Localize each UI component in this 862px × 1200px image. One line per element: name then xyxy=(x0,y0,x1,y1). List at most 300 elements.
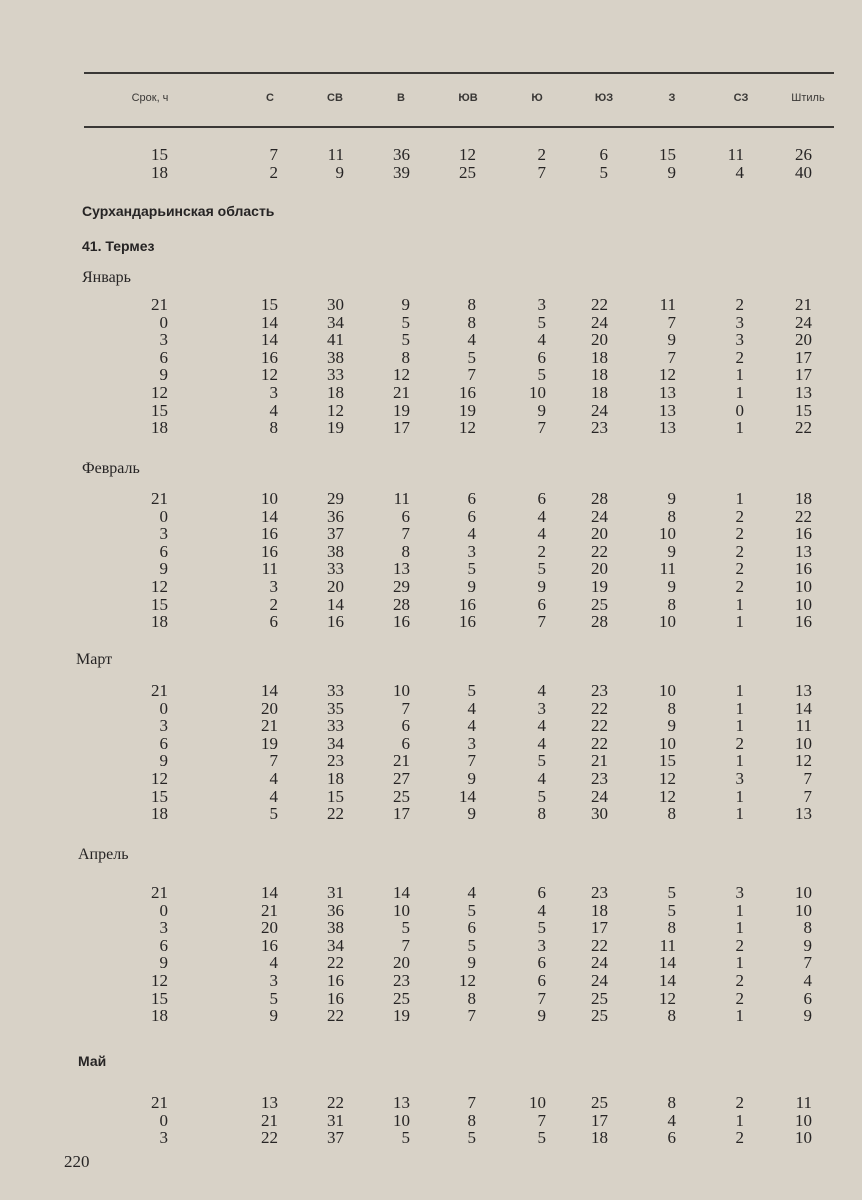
value-cell: 12 xyxy=(327,400,344,420)
value-cell: 22 xyxy=(327,1093,344,1112)
value-cell: 11 xyxy=(795,1093,812,1112)
month-label: Март xyxy=(76,651,113,668)
value-cell: 5 xyxy=(537,312,546,332)
value-cell: 33 xyxy=(327,716,344,736)
value-cell: 24 xyxy=(591,312,608,332)
value-cell: 9 xyxy=(667,716,676,736)
value-cell: 1 xyxy=(735,1110,744,1130)
value-cell: 20 xyxy=(591,559,608,579)
value-cell: 1 xyxy=(735,786,744,806)
value-cell: 20 xyxy=(591,524,608,544)
value-cell: 13 xyxy=(261,1093,278,1112)
value-cell: 8 xyxy=(667,804,676,824)
value-cell: 9 xyxy=(335,162,344,182)
col-header-sw: ЮЗ xyxy=(594,92,614,104)
value-cell: 6 xyxy=(537,594,546,614)
value-cell: 9 xyxy=(467,576,476,596)
value-cell: 41 xyxy=(327,330,344,350)
time-cell: 18 xyxy=(151,612,168,632)
value-cell: 2 xyxy=(537,145,546,164)
value-cell: 2 xyxy=(735,733,744,753)
value-cell: 4 xyxy=(467,716,476,736)
value-cell: 38 xyxy=(327,347,344,367)
value-cell: 23 xyxy=(591,418,608,438)
value-cell: 9 xyxy=(537,1006,546,1026)
value-cell: 5 xyxy=(467,559,476,579)
table-row xyxy=(0,146,862,164)
time-cell: 21 xyxy=(151,295,168,314)
table-row xyxy=(0,752,862,770)
value-cell: 13 xyxy=(795,541,812,561)
value-cell: 7 xyxy=(401,524,410,544)
value-cell: 5 xyxy=(537,365,546,385)
table-row xyxy=(0,384,862,402)
value-cell: 1 xyxy=(735,953,744,973)
table-row xyxy=(0,331,862,349)
value-cell: 13 xyxy=(393,559,410,579)
value-cell: 18 xyxy=(591,1128,608,1148)
value-cell: 7 xyxy=(537,418,546,438)
col-header-w: З xyxy=(668,92,676,104)
time-cell: 6 xyxy=(159,541,168,561)
month-label: Январь xyxy=(82,269,131,286)
value-cell: 16 xyxy=(261,347,278,367)
value-cell: 8 xyxy=(667,594,676,614)
col-header-s: Ю xyxy=(531,92,543,104)
value-cell: 11 xyxy=(261,559,278,579)
value-cell: 4 xyxy=(467,330,476,350)
value-cell: 4 xyxy=(537,506,546,526)
time-cell: 0 xyxy=(159,312,168,332)
value-cell: 3 xyxy=(467,541,476,561)
value-cell: 9 xyxy=(667,330,676,350)
value-cell: 14 xyxy=(393,883,410,902)
table-header xyxy=(0,92,862,112)
time-cell: 21 xyxy=(151,489,168,508)
value-cell: 2 xyxy=(735,988,744,1008)
table-row xyxy=(0,578,862,596)
value-cell: 5 xyxy=(537,786,546,806)
time-cell: 15 xyxy=(151,594,168,614)
value-cell: 7 xyxy=(467,365,476,385)
value-cell: 6 xyxy=(401,506,410,526)
value-cell: 30 xyxy=(327,295,344,314)
value-cell: 6 xyxy=(467,489,476,508)
value-cell: 14 xyxy=(795,698,812,718)
value-cell: 25 xyxy=(393,988,410,1008)
month-table xyxy=(0,884,862,1025)
value-cell: 2 xyxy=(735,970,744,990)
value-cell: 3 xyxy=(735,883,744,902)
value-cell: 5 xyxy=(599,162,608,182)
value-cell: 9 xyxy=(537,400,546,420)
value-cell: 8 xyxy=(667,1093,676,1112)
value-cell: 16 xyxy=(327,612,344,632)
table-row xyxy=(0,682,862,700)
value-cell: 1 xyxy=(735,751,744,771)
table-row xyxy=(0,402,862,420)
value-cell: 10 xyxy=(529,382,546,402)
value-cell: 16 xyxy=(393,612,410,632)
value-cell: 2 xyxy=(735,295,744,314)
value-cell: 16 xyxy=(795,559,812,579)
value-cell: 2 xyxy=(735,559,744,579)
col-header-n: С xyxy=(266,92,274,104)
value-cell: 13 xyxy=(393,1093,410,1112)
value-cell: 7 xyxy=(401,698,410,718)
value-cell: 12 xyxy=(659,786,676,806)
value-cell: 6 xyxy=(537,953,546,973)
station-title: 41. Термез xyxy=(82,238,155,254)
time-cell: 6 xyxy=(159,733,168,753)
table-row xyxy=(0,902,862,920)
col-header-se: ЮВ xyxy=(458,92,478,104)
value-cell: 17 xyxy=(591,1110,608,1130)
value-cell: 1 xyxy=(735,804,744,824)
time-cell: 0 xyxy=(159,698,168,718)
table-row xyxy=(0,1007,862,1025)
value-cell: 5 xyxy=(467,347,476,367)
page-number: 220 xyxy=(64,1152,90,1171)
time-cell: 18 xyxy=(151,418,168,438)
value-cell: 7 xyxy=(803,953,812,973)
value-cell: 14 xyxy=(261,312,278,332)
value-cell: 5 xyxy=(467,900,476,920)
value-cell: 4 xyxy=(537,716,546,736)
value-cell: 17 xyxy=(795,365,812,385)
value-cell: 5 xyxy=(401,330,410,350)
value-cell: 10 xyxy=(659,524,676,544)
value-cell: 33 xyxy=(327,681,344,700)
value-cell: 10 xyxy=(795,576,812,596)
value-cell: 8 xyxy=(667,1006,676,1026)
value-cell: 4 xyxy=(467,883,476,902)
value-cell: 10 xyxy=(261,489,278,508)
table-row xyxy=(0,700,862,718)
value-cell: 23 xyxy=(393,970,410,990)
value-cell: 21 xyxy=(795,295,812,314)
value-cell: 2 xyxy=(735,576,744,596)
value-cell: 3 xyxy=(735,312,744,332)
value-cell: 8 xyxy=(467,295,476,314)
value-cell: 8 xyxy=(667,918,676,938)
table-row xyxy=(0,937,862,955)
value-cell: 10 xyxy=(795,594,812,614)
value-cell: 9 xyxy=(667,162,676,182)
value-cell: 22 xyxy=(591,698,608,718)
time-cell: 0 xyxy=(159,1110,168,1130)
value-cell: 4 xyxy=(269,400,278,420)
value-cell: 38 xyxy=(327,541,344,561)
value-cell: 13 xyxy=(795,681,812,700)
value-cell: 3 xyxy=(735,768,744,788)
value-cell: 39 xyxy=(393,162,410,182)
value-cell: 10 xyxy=(393,681,410,700)
value-cell: 22 xyxy=(327,953,344,973)
table-row xyxy=(0,560,862,578)
value-cell: 25 xyxy=(591,594,608,614)
value-cell: 10 xyxy=(795,883,812,902)
value-cell: 20 xyxy=(591,330,608,350)
value-cell: 4 xyxy=(537,768,546,788)
value-cell: 22 xyxy=(591,541,608,561)
col-header-ne: СВ xyxy=(327,92,343,104)
value-cell: 37 xyxy=(327,524,344,544)
value-cell: 15 xyxy=(795,400,812,420)
value-cell: 12 xyxy=(393,365,410,385)
value-cell: 19 xyxy=(261,733,278,753)
time-cell: 6 xyxy=(159,347,168,367)
value-cell: 7 xyxy=(467,751,476,771)
value-cell: 13 xyxy=(795,804,812,824)
value-cell: 33 xyxy=(327,559,344,579)
value-cell: 3 xyxy=(269,382,278,402)
value-cell: 6 xyxy=(467,506,476,526)
top-rule xyxy=(84,72,834,74)
value-cell: 7 xyxy=(803,786,812,806)
time-cell: 3 xyxy=(159,716,168,736)
value-cell: 7 xyxy=(537,988,546,1008)
table-row xyxy=(0,613,862,631)
value-cell: 18 xyxy=(591,382,608,402)
value-cell: 12 xyxy=(795,751,812,771)
value-cell: 6 xyxy=(537,883,546,902)
time-cell: 12 xyxy=(151,768,168,788)
value-cell: 6 xyxy=(599,145,608,164)
time-cell: 12 xyxy=(151,576,168,596)
value-cell: 24 xyxy=(591,506,608,526)
month-label: Февраль xyxy=(82,460,140,477)
table-row xyxy=(0,1129,862,1147)
value-cell: 2 xyxy=(735,506,744,526)
value-cell: 7 xyxy=(803,768,812,788)
value-cell: 16 xyxy=(459,594,476,614)
value-cell: 10 xyxy=(795,900,812,920)
value-cell: 6 xyxy=(537,970,546,990)
value-cell: 4 xyxy=(537,524,546,544)
value-cell: 10 xyxy=(393,900,410,920)
value-cell: 14 xyxy=(261,330,278,350)
value-cell: 16 xyxy=(327,970,344,990)
value-cell: 5 xyxy=(401,312,410,332)
time-cell: 18 xyxy=(151,804,168,824)
value-cell: 29 xyxy=(393,576,410,596)
value-cell: 18 xyxy=(795,489,812,508)
table-row xyxy=(0,805,862,823)
value-cell: 16 xyxy=(261,935,278,955)
month-table xyxy=(0,1094,862,1147)
value-cell: 9 xyxy=(467,768,476,788)
value-cell: 33 xyxy=(327,365,344,385)
value-cell: 25 xyxy=(591,1093,608,1112)
month-label: Май xyxy=(78,1053,107,1069)
value-cell: 36 xyxy=(327,900,344,920)
value-cell: 1 xyxy=(735,698,744,718)
value-cell: 11 xyxy=(327,145,344,164)
value-cell: 37 xyxy=(327,1128,344,1148)
value-cell: 24 xyxy=(591,786,608,806)
value-cell: 35 xyxy=(327,698,344,718)
value-cell: 11 xyxy=(659,935,676,955)
value-cell: 1 xyxy=(735,918,744,938)
value-cell: 16 xyxy=(261,541,278,561)
value-cell: 19 xyxy=(393,1006,410,1026)
table-row xyxy=(0,735,862,753)
value-cell: 3 xyxy=(735,330,744,350)
table-row xyxy=(0,525,862,543)
col-header-calm: Штиль xyxy=(791,92,825,104)
value-cell: 30 xyxy=(591,804,608,824)
value-cell: 1 xyxy=(735,900,744,920)
value-cell: 7 xyxy=(667,347,676,367)
value-cell: 7 xyxy=(537,612,546,632)
value-cell: 34 xyxy=(327,312,344,332)
value-cell: 21 xyxy=(393,382,410,402)
value-cell: 23 xyxy=(591,883,608,902)
col-header-e: В xyxy=(397,92,405,104)
value-cell: 36 xyxy=(393,145,410,164)
value-cell: 17 xyxy=(393,804,410,824)
value-cell: 9 xyxy=(803,1006,812,1026)
table-row xyxy=(0,508,862,526)
table-row xyxy=(0,314,862,332)
time-cell: 0 xyxy=(159,900,168,920)
value-cell: 9 xyxy=(269,1006,278,1026)
value-cell: 19 xyxy=(327,418,344,438)
value-cell: 3 xyxy=(269,970,278,990)
value-cell: 12 xyxy=(459,418,476,438)
value-cell: 25 xyxy=(393,786,410,806)
value-cell: 14 xyxy=(327,594,344,614)
value-cell: 10 xyxy=(529,1093,546,1112)
value-cell: 6 xyxy=(537,347,546,367)
value-cell: 12 xyxy=(659,988,676,1008)
value-cell: 7 xyxy=(401,935,410,955)
value-cell: 7 xyxy=(269,145,278,164)
time-cell: 9 xyxy=(159,559,168,579)
value-cell: 26 xyxy=(795,145,812,164)
value-cell: 11 xyxy=(393,489,410,508)
value-cell: 7 xyxy=(537,1110,546,1130)
table-row xyxy=(0,419,862,437)
col-header-nw: СЗ xyxy=(733,92,749,104)
value-cell: 13 xyxy=(659,400,676,420)
value-cell: 17 xyxy=(591,918,608,938)
time-cell: 21 xyxy=(151,883,168,902)
value-cell: 20 xyxy=(261,918,278,938)
value-cell: 15 xyxy=(327,786,344,806)
value-cell: 19 xyxy=(459,400,476,420)
value-cell: 5 xyxy=(667,883,676,902)
value-cell: 9 xyxy=(667,541,676,561)
value-cell: 5 xyxy=(467,681,476,700)
value-cell: 20 xyxy=(327,576,344,596)
value-cell: 2 xyxy=(269,162,278,182)
value-cell: 12 xyxy=(659,365,676,385)
value-cell: 9 xyxy=(467,804,476,824)
value-cell: 17 xyxy=(393,418,410,438)
value-cell: 4 xyxy=(537,330,546,350)
month-label: Апрель xyxy=(78,846,129,863)
value-cell: 15 xyxy=(659,751,676,771)
value-cell: 20 xyxy=(261,698,278,718)
value-cell: 6 xyxy=(803,988,812,1008)
value-cell: 2 xyxy=(735,347,744,367)
value-cell: 24 xyxy=(591,970,608,990)
value-cell: 15 xyxy=(261,295,278,314)
value-cell: 6 xyxy=(467,918,476,938)
value-cell: 1 xyxy=(735,612,744,632)
value-cell: 22 xyxy=(591,733,608,753)
value-cell: 25 xyxy=(591,988,608,1008)
value-cell: 3 xyxy=(467,733,476,753)
value-cell: 16 xyxy=(795,612,812,632)
value-cell: 24 xyxy=(591,953,608,973)
time-cell: 9 xyxy=(159,953,168,973)
value-cell: 1 xyxy=(735,716,744,736)
value-cell: 8 xyxy=(467,1110,476,1130)
value-cell: 2 xyxy=(735,935,744,955)
value-cell: 6 xyxy=(401,716,410,736)
time-cell: 21 xyxy=(151,681,168,700)
value-cell: 28 xyxy=(591,612,608,632)
value-cell: 9 xyxy=(803,935,812,955)
table-row xyxy=(0,596,862,614)
value-cell: 28 xyxy=(591,489,608,508)
value-cell: 25 xyxy=(459,162,476,182)
value-cell: 11 xyxy=(727,145,744,164)
value-cell: 3 xyxy=(537,698,546,718)
value-cell: 16 xyxy=(459,612,476,632)
time-cell: 18 xyxy=(151,162,168,182)
value-cell: 21 xyxy=(261,716,278,736)
time-cell: 9 xyxy=(159,365,168,385)
time-cell: 15 xyxy=(151,400,168,420)
value-cell: 6 xyxy=(401,733,410,753)
value-cell: 4 xyxy=(269,768,278,788)
time-cell: 9 xyxy=(159,751,168,771)
value-cell: 12 xyxy=(459,970,476,990)
value-cell: 8 xyxy=(467,988,476,1008)
value-cell: 5 xyxy=(537,918,546,938)
value-cell: 13 xyxy=(659,382,676,402)
table-row xyxy=(0,1094,862,1112)
value-cell: 20 xyxy=(795,330,812,350)
value-cell: 5 xyxy=(667,900,676,920)
value-cell: 4 xyxy=(537,900,546,920)
value-cell: 24 xyxy=(795,312,812,332)
value-cell: 21 xyxy=(261,900,278,920)
value-cell: 2 xyxy=(735,524,744,544)
table-row xyxy=(0,490,862,508)
month-table xyxy=(0,490,862,631)
time-cell: 15 xyxy=(151,145,168,164)
table-row xyxy=(0,164,862,182)
value-cell: 8 xyxy=(467,312,476,332)
value-cell: 21 xyxy=(261,1110,278,1130)
value-cell: 11 xyxy=(659,295,676,314)
time-cell: 12 xyxy=(151,382,168,402)
time-cell: 3 xyxy=(159,1128,168,1148)
continuation-rows xyxy=(0,146,862,181)
value-cell: 4 xyxy=(467,524,476,544)
value-cell: 5 xyxy=(537,751,546,771)
time-cell: 18 xyxy=(151,1006,168,1026)
value-cell: 16 xyxy=(261,524,278,544)
value-cell: 5 xyxy=(537,1128,546,1148)
value-cell: 3 xyxy=(537,295,546,314)
value-cell: 38 xyxy=(327,918,344,938)
